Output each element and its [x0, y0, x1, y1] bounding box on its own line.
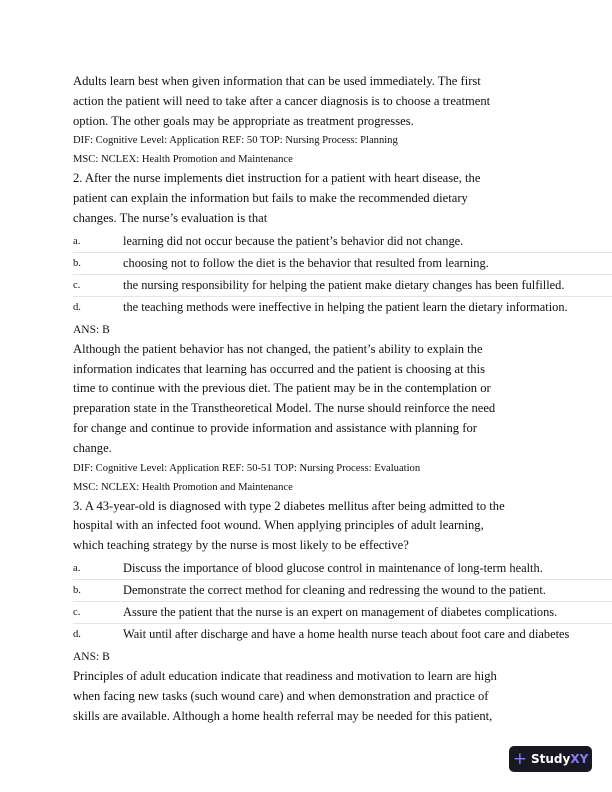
option-letter: d.: [73, 628, 81, 640]
option-row: [73, 275, 612, 297]
text-line: patient can explain the information but fails to make the recommended dietary: [73, 191, 468, 206]
logo-study: Study: [530, 752, 571, 766]
text-line: skills are available. Although a home health referral may be needed for this patient,: [73, 708, 493, 723]
text-line: preparation state in the Transtheoretical Model. The nurse should reinforce the need: [73, 401, 496, 416]
logo-text: [531, 752, 588, 766]
text-line: 3. A 43-year-old is diagnosed with type 2 diabetes mellitus after being admitted to the: [73, 498, 505, 513]
q2-options: [73, 231, 612, 318]
option-text: the nursing responsibility for helping the patient make dietary changes has been fulfilled.: [123, 277, 565, 292]
text-line: changes. The nurse’s evaluation is that: [73, 210, 268, 225]
option-text: Demonstrate the correct method for cleaning and redressing the wound to the patient.: [123, 582, 546, 597]
option-text: Discuss the importance of blood glucose control in maintenance of long-term health.: [123, 560, 543, 575]
q2-dif: DIF: Cognitive Level: Application REF: 50-51 TOP: Nursing Process: Evaluation: [73, 462, 421, 474]
text-line: change.: [73, 440, 112, 455]
q1-msc: MSC: NCLEX: Health Promotion and Maintenance: [73, 154, 293, 166]
option-row: [73, 231, 612, 253]
option-text: Assure the patient that the nurse is an expert on management of diabetes complications.: [123, 604, 558, 619]
plus-icon: +: [512, 748, 527, 769]
q2-stem: [73, 169, 612, 228]
text-line: 2. After the nurse implements diet instruction for a patient with heart disease, the: [73, 171, 481, 186]
option-text: choosing not to follow the diet is the behavior that resulted from learning.: [123, 255, 489, 270]
document-page: [73, 72, 612, 726]
option-text: learning did not occur because the patient’s behavior did not change.: [123, 233, 464, 248]
option-row: [73, 253, 612, 275]
q2-answer: ANS: B: [73, 323, 110, 336]
text-line: Although the patient behavior has not changed, the patient’s ability to explain the: [73, 341, 483, 356]
option-letter: c.: [73, 279, 81, 291]
text-line: for change and continue to provide information and assistance with planning for: [73, 420, 477, 435]
studyxy-logo[interactable]: [509, 746, 592, 772]
logo-xy: XY: [570, 752, 589, 766]
option-text: the teaching methods were ineffective in helping the patient learn the dietary information.: [123, 299, 568, 314]
q3-stem: [73, 497, 612, 556]
q3-options: [73, 558, 612, 645]
text-line: Adults learn best when given information that can be used immediately. The first: [73, 74, 481, 88]
option-letter: d.: [73, 301, 81, 313]
option-letter: a.: [73, 235, 81, 247]
q2-msc: MSC: NCLEX: Health Promotion and Maintenance: [73, 481, 293, 493]
q3-rationale: [73, 667, 612, 726]
option-row: [73, 624, 612, 645]
text-line: option. The other goals may be appropriate as treatment progresses.: [73, 113, 414, 128]
option-letter: a.: [73, 562, 81, 574]
text-line: when facing new tasks (such wound care) and when demonstration and practice of: [73, 688, 489, 703]
text-line: Principles of adult education indicate that readiness and motivation to learn are high: [73, 668, 497, 683]
q1-dif: DIF: Cognitive Level: Application REF: 50 TOP: Nursing Process: Planning: [73, 135, 398, 147]
q3-answer: ANS: B: [73, 650, 110, 663]
text-line: hospital with an infected foot wound. When applying principles of adult learning,: [73, 518, 484, 533]
option-row: [73, 297, 612, 318]
text-line: time to continue with the previous diet. The patient may be in the contemplation or: [73, 381, 491, 396]
text-line: information indicates that learning has occurred and the patient is choosing at this: [73, 361, 485, 376]
option-letter: c.: [73, 606, 81, 618]
text-line: action the patient will need to take after a cancer diagnosis is to choose a treatment: [73, 93, 491, 108]
option-letter: b.: [73, 584, 81, 596]
intro-paragraph: [73, 72, 612, 131]
option-row: [73, 558, 612, 580]
text-line: which teaching strategy by the nurse is most likely to be effective?: [73, 538, 409, 553]
option-row: [73, 580, 612, 602]
q2-rationale: [73, 340, 612, 459]
option-text: Wait until after discharge and have a home health nurse teach about foot care and diabetes: [123, 626, 570, 641]
option-letter: b.: [73, 257, 81, 269]
option-row: [73, 602, 612, 624]
